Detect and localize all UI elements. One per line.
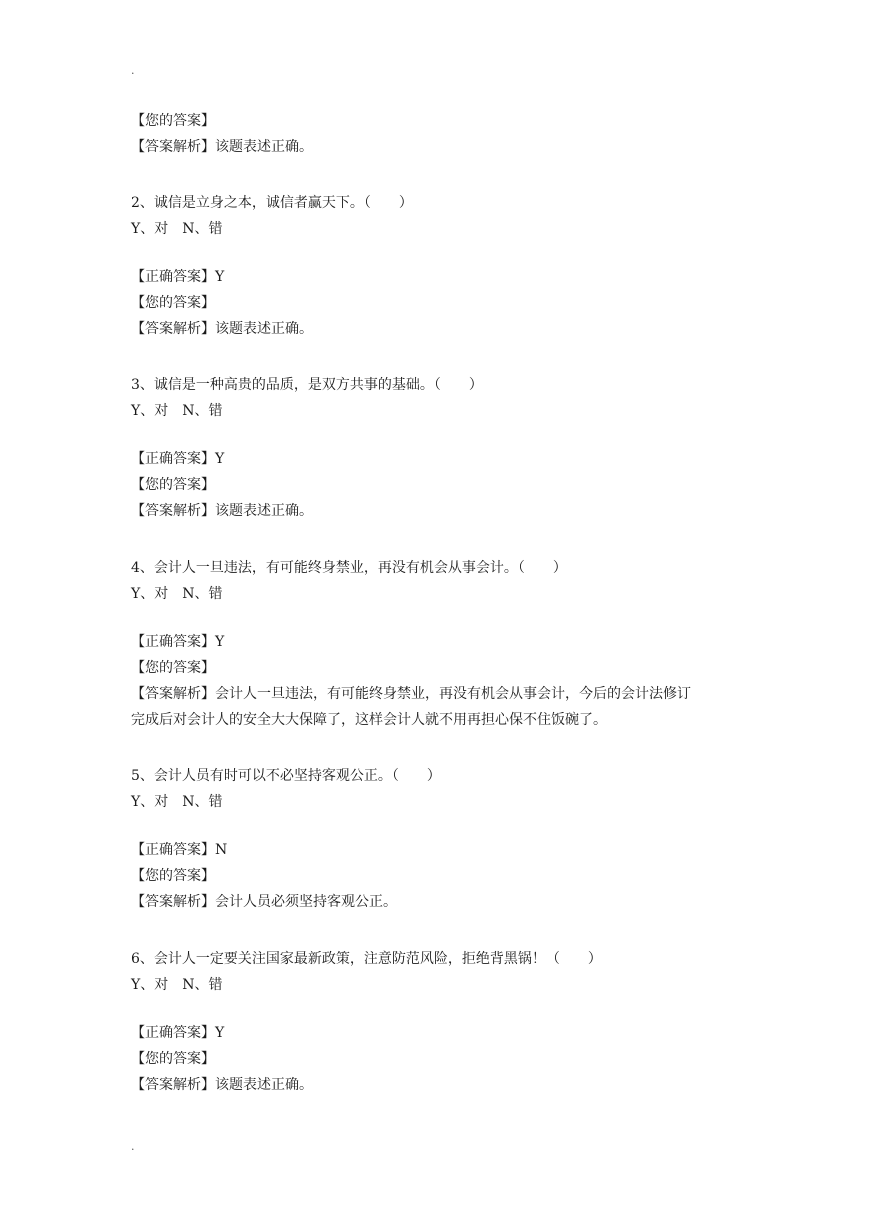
answer-analysis: 【答案解析】该题表述正确。 <box>131 503 313 519</box>
question-3 <box>131 372 751 524</box>
answer-analysis: 【答案解析】该题表述正确。 <box>131 1077 313 1093</box>
question-5 <box>131 763 751 915</box>
question-stem: 4、会计人一旦违法，有可能终身禁业，再没有机会从事会计。（ ） <box>131 560 567 576</box>
question-options: Y、对 N、错 <box>131 977 223 993</box>
question-options: Y、对 N、错 <box>131 403 223 419</box>
question-2 <box>131 190 751 342</box>
your-answer-label: 【您的答案】 <box>131 113 215 129</box>
question-stem: 2、诚信是立身之本，诚信者赢天下。（ ） <box>131 195 413 211</box>
correct-answer: 【正确答案】Y <box>131 451 225 467</box>
correct-answer: 【正确答案】Y <box>131 269 225 285</box>
question-stem: 5、会计人员有时可以不必坚持客观公正。（ ） <box>131 768 441 784</box>
your-answer-label: 【您的答案】 <box>131 868 215 884</box>
correct-answer: 【正确答案】Y <box>131 1025 225 1041</box>
your-answer-label: 【您的答案】 <box>131 1051 215 1067</box>
question-stem: 6、会计人一定要关注国家最新政策，注意防范风险，拒绝背黑锅！（ ） <box>131 951 602 967</box>
answer-analysis-continued: 完成后对会计人的安全大大保障了，这样会计人就不用再担心保不住饭碗了。 <box>131 712 607 728</box>
answer-analysis: 【答案解析】会计人员必须坚持客观公正。 <box>131 894 397 910</box>
carry-over-block <box>131 108 751 160</box>
page-mark-bottom: . <box>131 1140 135 1153</box>
page-mark-top: . <box>131 64 135 77</box>
question-options: Y、对 N、错 <box>131 586 223 602</box>
answer-analysis: 【答案解析】会计人一旦违法，有可能终身禁业，再没有机会从事会计，今后的会计法修订 <box>131 686 691 702</box>
your-answer-label: 【您的答案】 <box>131 660 215 676</box>
answer-analysis: 【答案解析】该题表述正确。 <box>131 321 313 337</box>
question-6 <box>131 946 751 1098</box>
question-options: Y、对 N、错 <box>131 794 223 810</box>
question-4 <box>131 555 751 733</box>
your-answer-label: 【您的答案】 <box>131 477 215 493</box>
your-answer-label: 【您的答案】 <box>131 295 215 311</box>
question-options: Y、对 N、错 <box>131 221 223 237</box>
question-stem: 3、诚信是一种高贵的品质，是双方共事的基础。（ ） <box>131 377 483 393</box>
correct-answer: 【正确答案】N <box>131 842 228 858</box>
answer-analysis: 【答案解析】该题表述正确。 <box>131 139 313 155</box>
correct-answer: 【正确答案】Y <box>131 634 225 650</box>
